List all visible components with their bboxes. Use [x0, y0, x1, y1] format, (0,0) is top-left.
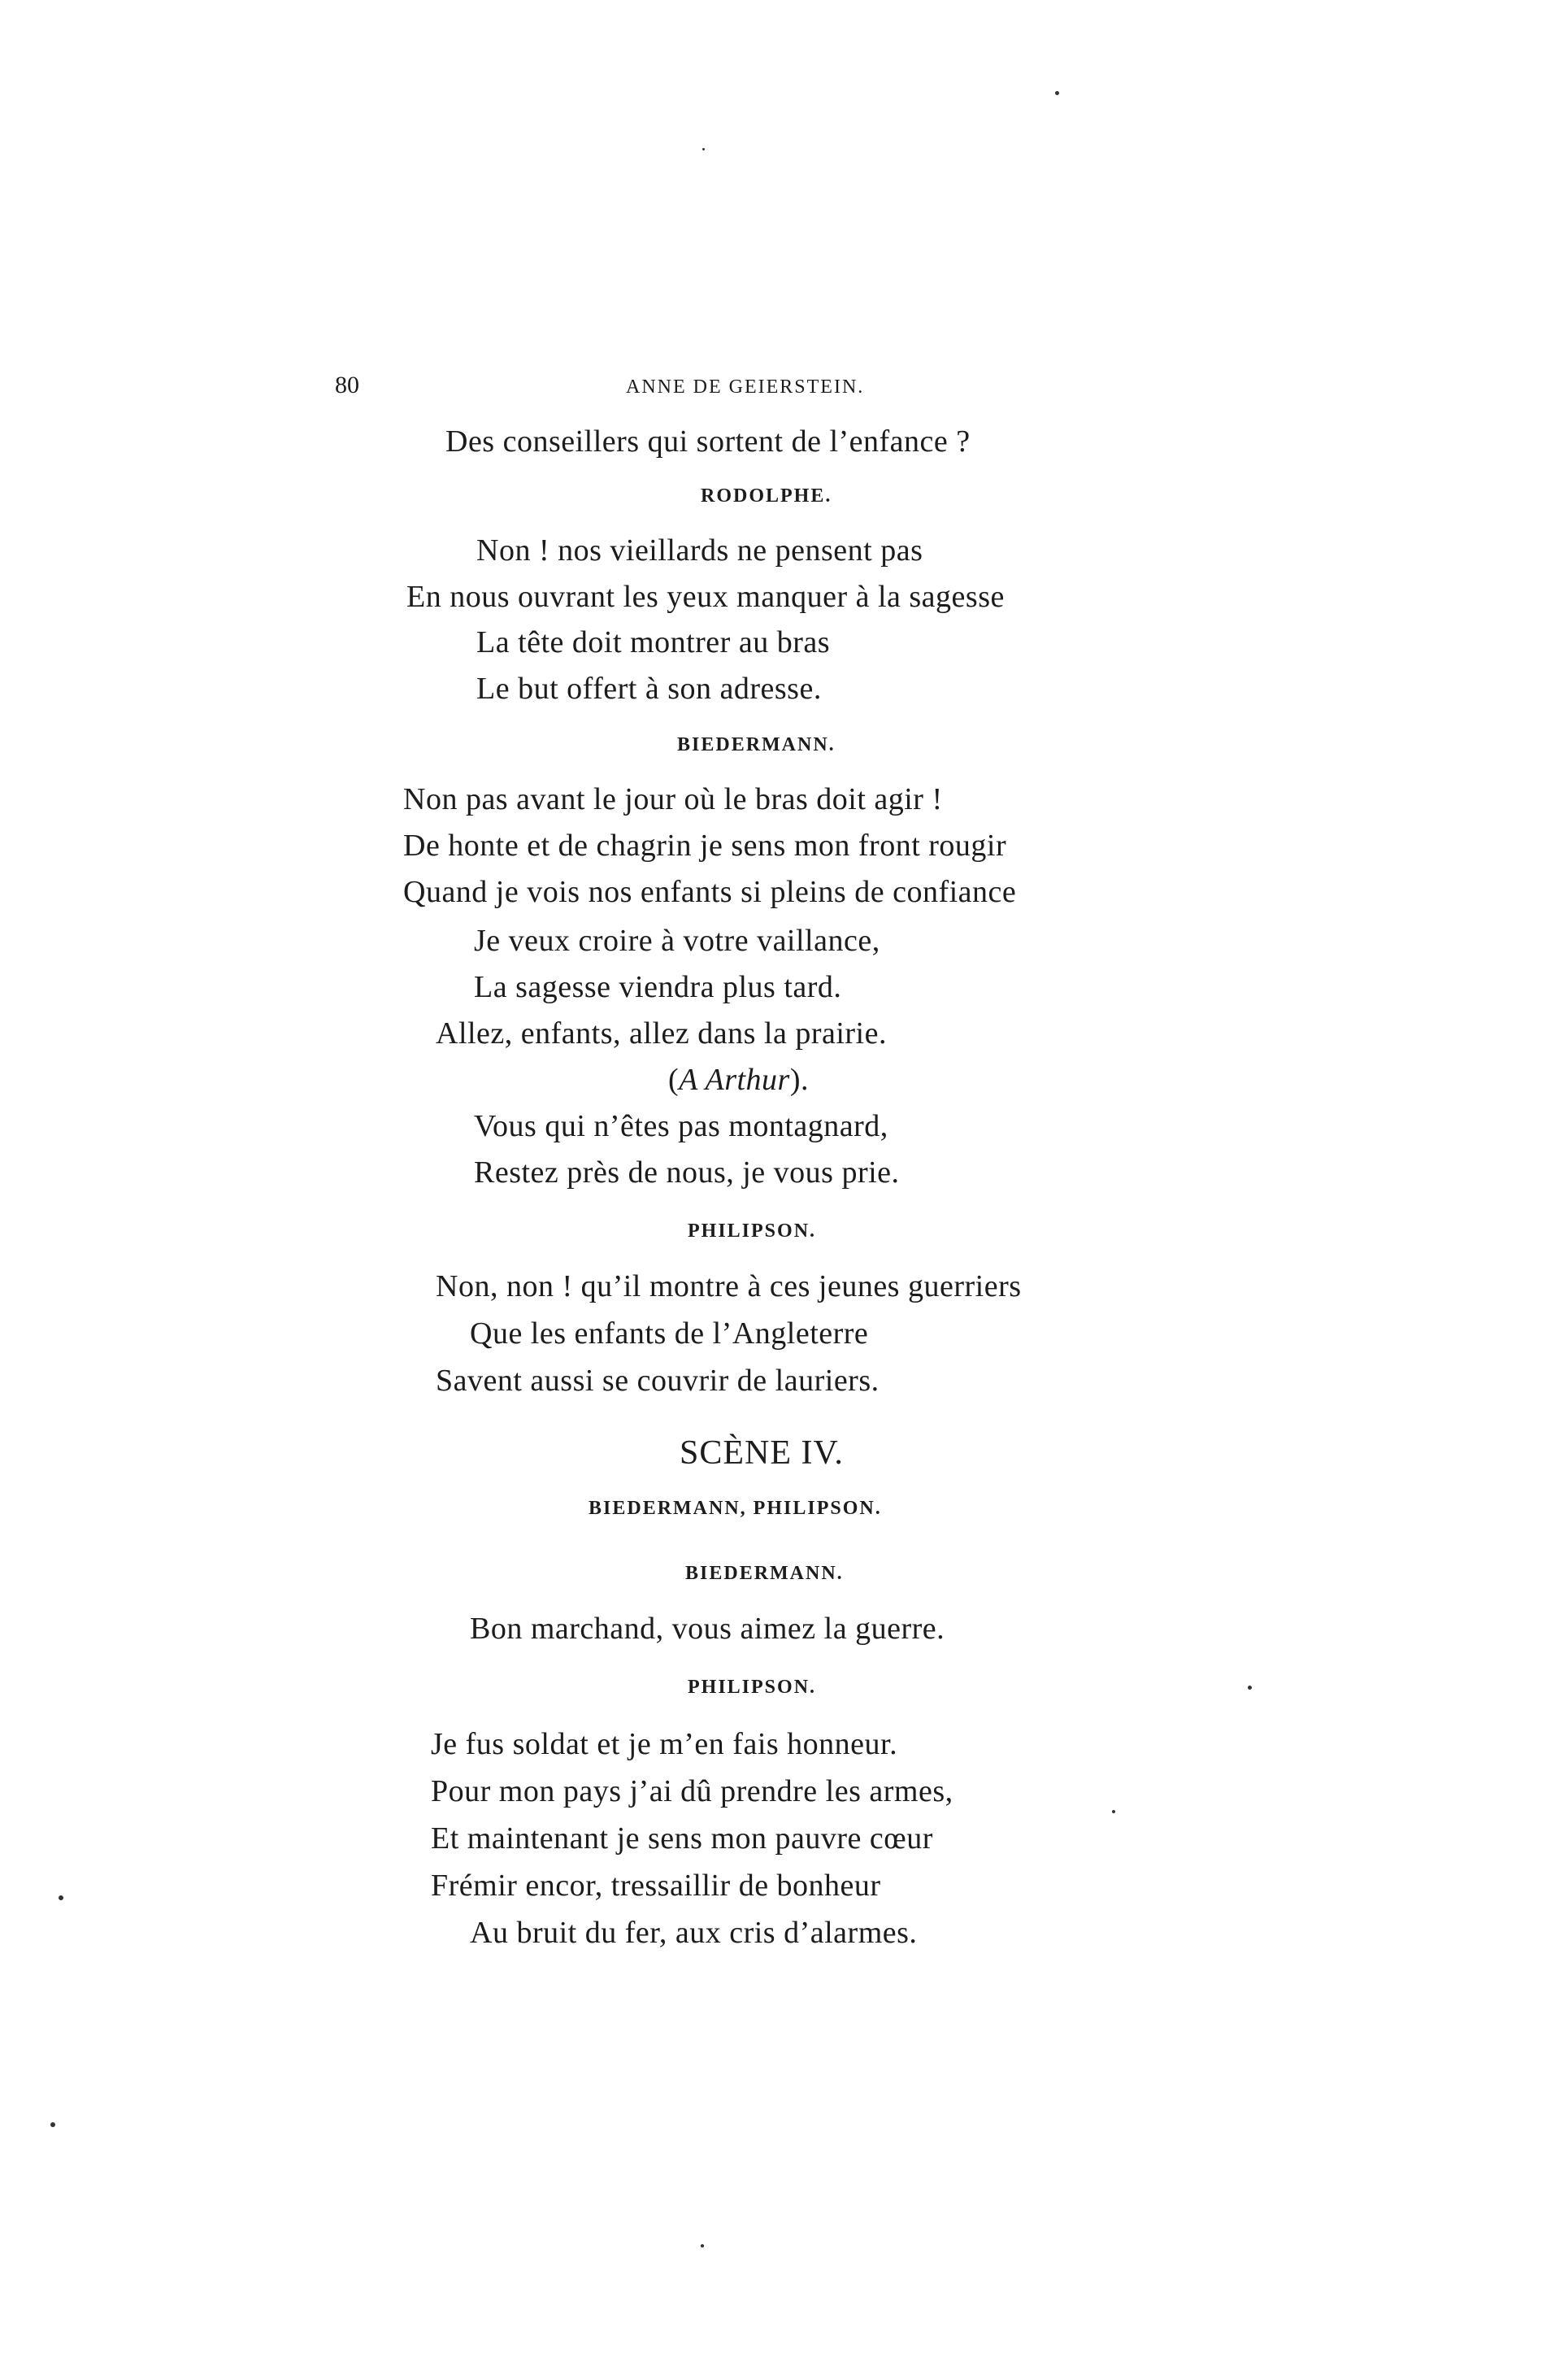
speaker-name: BIEDERMANN.	[685, 1563, 844, 1584]
speaker-name: RODOLPHE.	[701, 485, 832, 507]
stage-direction	[668, 1061, 809, 1099]
scene-heading: SCÈNE IV.	[680, 1434, 844, 1472]
stage-direction-open: (	[668, 1063, 680, 1097]
scan-speck	[1248, 1686, 1252, 1690]
verse-line: Non, non ! qu’il montre à ces jeunes guerriers	[436, 1269, 1022, 1303]
verse-line: Des conseillers qui sortent de l’enfance ?	[445, 424, 971, 459]
verse-line: Que les enfants de l’Angleterre	[470, 1316, 869, 1351]
verse-line: La tête doit montrer au bras	[476, 625, 831, 659]
speaker-name: PHILIPSON.	[688, 1677, 817, 1698]
scan-speck	[50, 2122, 55, 2127]
verse-line: Et maintenant je sens mon pauvre cœur	[431, 1821, 933, 1856]
running-head: ANNE DE GEIERSTEIN.	[626, 376, 865, 398]
verse-line: En nous ouvrant les yeux manquer à la sagesse	[406, 580, 1005, 614]
scan-speck	[1055, 91, 1059, 95]
verse-line: Bon marchand, vous aimez la guerre.	[470, 1612, 945, 1646]
verse-line: Je veux croire à votre vaillance,	[474, 924, 880, 958]
scan-speck	[701, 2244, 704, 2247]
scan-speck	[59, 1895, 63, 1900]
verse-line: Pour mon pays j’ai dû prendre les armes,	[431, 1774, 953, 1808]
scan-speck	[702, 148, 705, 150]
scene-characters: BIEDERMANN, PHILIPSON.	[589, 1498, 882, 1519]
verse-line: Non ! nos vieillards ne pensent pas	[476, 533, 923, 568]
verse-line: Non pas avant le jour où le bras doit agir !	[403, 782, 943, 816]
verse-line: Savent aussi se couvrir de lauriers.	[436, 1364, 880, 1398]
scan-speck	[1112, 1810, 1115, 1813]
verse-line: De honte et de chagrin je sens mon front rougir	[403, 829, 1007, 863]
stage-direction-text: A Arthur	[679, 1063, 790, 1097]
verse-line: Au bruit du fer, aux cris d’alarmes.	[470, 1916, 918, 1950]
speaker-name: PHILIPSON.	[688, 1220, 817, 1242]
verse-line: Allez, enfants, allez dans la prairie.	[436, 1016, 887, 1051]
verse-line: Je fus soldat et je m’en fais honneur.	[431, 1727, 898, 1761]
verse-line: Restez près de nous, je vous prie.	[474, 1155, 900, 1190]
speaker-name: BIEDERMANN.	[677, 734, 836, 755]
page-number: 80	[335, 372, 359, 398]
verse-line: Le but offert à son adresse.	[476, 672, 822, 706]
verse-line: Vous qui n’êtes pas montagnard,	[474, 1109, 888, 1143]
verse-line: La sagesse viendra plus tard.	[474, 970, 842, 1004]
stage-direction-close: ).	[789, 1063, 809, 1097]
verse-line: Frémir encor, tressaillir de bonheur	[431, 1869, 881, 1903]
verse-line: Quand je vois nos enfants si pleins de confiance	[403, 875, 1017, 909]
